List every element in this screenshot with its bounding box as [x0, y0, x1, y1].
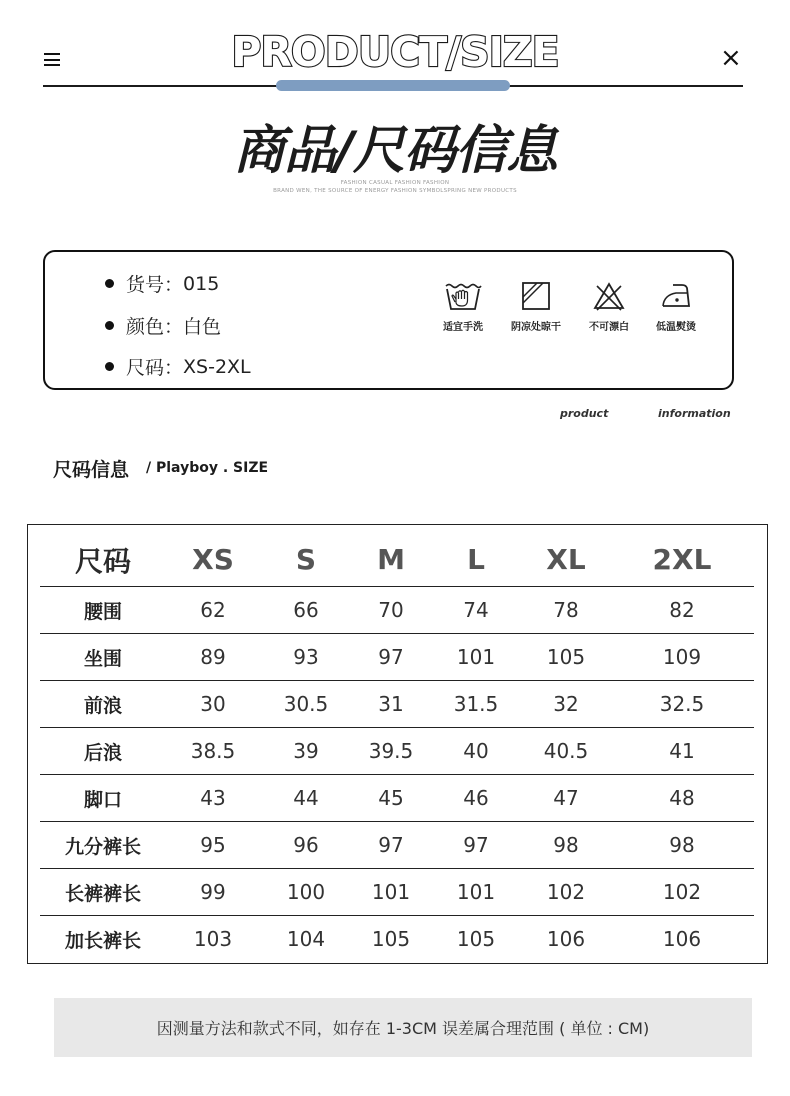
table-cell: 32.5 — [610, 681, 754, 728]
table-cell: 102 — [610, 869, 754, 916]
bullet-icon — [105, 279, 114, 288]
table-cell: 96 — [260, 822, 352, 869]
table-header-row — [40, 533, 754, 587]
table-cell: 89 — [166, 634, 260, 681]
table-cell: 30.5 — [260, 681, 352, 728]
table-row — [40, 869, 754, 916]
subtitle-line-1: FASHION CASUAL FASHION FASHION — [340, 180, 450, 186]
table-cell: 97 — [430, 822, 522, 869]
table-cell: 97 — [352, 822, 430, 869]
table-cell: 30 — [166, 681, 260, 728]
header-cell: M — [352, 533, 430, 587]
size-table — [40, 533, 754, 962]
table-cell: 99 — [166, 869, 260, 916]
care-label: 阴凉处晾干 — [511, 322, 561, 333]
table-cell: 105 — [456, 927, 496, 951]
table-cell: 102 — [522, 869, 610, 916]
table-cell: 98 — [522, 822, 610, 869]
care-hand-wash — [428, 280, 498, 333]
header-cell: S — [260, 533, 352, 587]
table-cell: 32 — [522, 681, 610, 728]
table-cell: 106 — [662, 927, 702, 951]
table-cell: 40 — [430, 728, 522, 775]
table-row — [40, 681, 754, 728]
table-cell: 40.5 — [522, 728, 610, 775]
table-cell: 105 — [371, 927, 411, 951]
info-value: 015 — [183, 272, 220, 295]
info-item-size — [105, 353, 251, 380]
page-title: PRODUCT/SIZE — [231, 28, 559, 76]
table-cell: 39.5 — [352, 728, 430, 775]
care-no-bleach — [574, 280, 644, 333]
row-label: 脚口 — [40, 775, 166, 822]
table-cell: 62 — [166, 587, 260, 634]
header-accent-bar — [276, 80, 510, 91]
table-row — [40, 634, 754, 681]
table-cell: 38.5 — [166, 728, 260, 775]
row-label: 后浪 — [40, 728, 166, 775]
table-cell: 70 — [352, 587, 430, 634]
table-cell: 47 — [522, 775, 610, 822]
table-cell: 31 — [352, 681, 430, 728]
bullet-icon — [105, 321, 114, 330]
table-cell: 101 — [352, 869, 430, 916]
info-value: XS-2XL — [183, 355, 251, 378]
table-cell: 105 — [522, 634, 610, 681]
care-label: 低温熨烫 — [656, 322, 696, 333]
table-cell: 100 — [260, 869, 352, 916]
header-cell: XS — [166, 533, 260, 587]
info-label: 颜色： — [126, 316, 184, 338]
table-row — [40, 587, 754, 634]
table-cell: 101 — [430, 869, 522, 916]
row-label: 前浪 — [40, 681, 166, 728]
table-cell: 78 — [522, 587, 610, 634]
table-row — [40, 775, 754, 822]
shade-dry-icon — [520, 280, 552, 312]
table-cell: 104 — [286, 927, 326, 951]
header-cell: L — [430, 533, 522, 587]
header-cell: 2XL — [610, 533, 754, 587]
table-cell: 39 — [260, 728, 352, 775]
table-cell: 48 — [610, 775, 754, 822]
table-cell: 109 — [610, 634, 754, 681]
table-cell: 98 — [610, 822, 754, 869]
header-cell: 尺码 — [40, 533, 166, 587]
table-cell: 46 — [430, 775, 522, 822]
caption-product: product — [560, 407, 609, 420]
row-label: 加长裤长 — [64, 929, 141, 952]
header-cell: XL — [522, 533, 610, 587]
care-label: 不可漂白 — [589, 322, 629, 333]
table-cell: 106 — [546, 927, 586, 951]
care-shade-dry — [501, 280, 571, 333]
caption-information: information — [658, 407, 731, 420]
info-label: 尺码： — [126, 357, 184, 379]
table-cell: 101 — [430, 634, 522, 681]
info-label: 货号： — [126, 274, 184, 296]
info-item-sku — [105, 270, 219, 297]
row-label: 九分裤长 — [40, 822, 166, 869]
row-label: 腰围 — [40, 587, 166, 634]
table-cell: 82 — [610, 587, 754, 634]
table-cell: 31.5 — [430, 681, 522, 728]
bullet-icon — [105, 362, 114, 371]
table-cell: 44 — [260, 775, 352, 822]
care-low-iron — [641, 280, 711, 333]
row-label: 长裤裤长 — [40, 869, 166, 916]
menu-icon[interactable] — [44, 53, 60, 66]
page-title-cn: 商品/尺码信息 — [233, 121, 557, 181]
table-cell: 66 — [260, 587, 352, 634]
table-cell: 43 — [166, 775, 260, 822]
care-label: 适宜手洗 — [443, 322, 483, 333]
row-label: 坐围 — [40, 634, 166, 681]
table-row — [40, 728, 754, 775]
table-row — [40, 822, 754, 869]
table-cell: 97 — [352, 634, 430, 681]
table-cell: 93 — [260, 634, 352, 681]
no-bleach-icon — [592, 280, 626, 312]
table-cell: 45 — [352, 775, 430, 822]
table-row — [40, 916, 754, 963]
size-section-title: 尺码信息 — [53, 459, 130, 481]
size-section-subtitle: / Playboy . SIZE — [146, 460, 269, 476]
low-iron-icon — [659, 280, 693, 312]
measurement-note: 因测量方法和款式不同，如存在 1-3CM 误差属合理范围 ( 单位 : CM) — [54, 998, 752, 1057]
info-item-color — [105, 312, 221, 339]
subtitle-line-2: BRAND WEN, THE SOURCE OF ENERGY FASHION SYMBOLSPRING NEW PRODUCTS — [273, 188, 517, 194]
hand-wash-icon — [443, 280, 483, 312]
table-cell: 41 — [610, 728, 754, 775]
table-cell: 74 — [430, 587, 522, 634]
info-value: 白色 — [183, 316, 222, 338]
table-cell: 95 — [166, 822, 260, 869]
table-cell: 103 — [193, 927, 233, 951]
close-icon[interactable]: × — [720, 43, 742, 73]
